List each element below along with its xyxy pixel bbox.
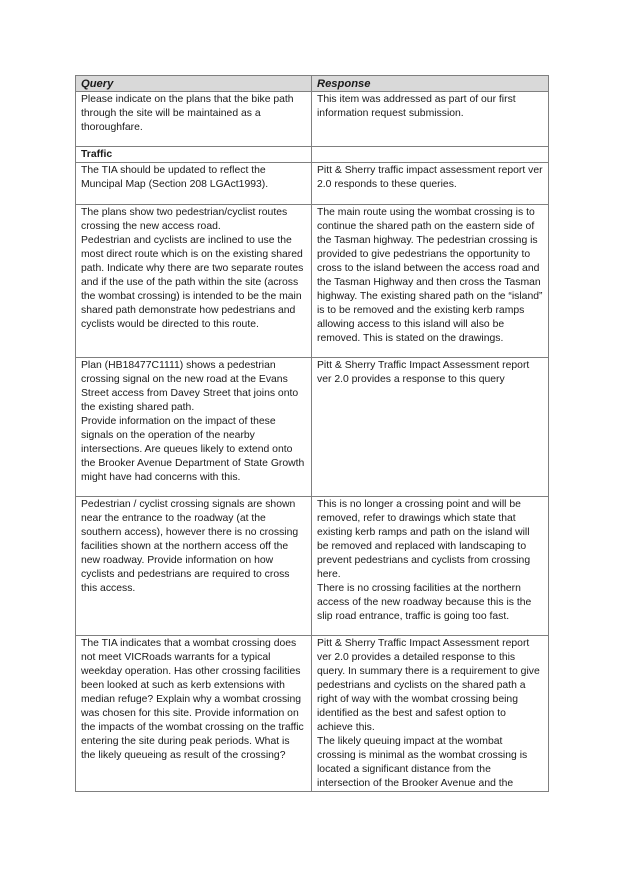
query-cell: [76, 358, 312, 497]
table-row: [76, 92, 549, 147]
response-text: There is no crossing facilities at the northern access of the new roadway because this is the slip road entrance, traffic is going too fast.: [317, 583, 532, 622]
empty-cell: [312, 147, 549, 163]
query-cell: [76, 92, 312, 147]
query-text: The TIA indicates that a wombat crossing does not meet VICRoads warrants for a typical weekday operation. Has other crossing facilities been looked at such as kerb extensions with median refuge? Explain why a wombat crossing was chosen for this site. Provide information on the impacts of the wombat crossing on the traffic entering the site during peak periods. What is the likely queueing as result of the crossing?: [81, 638, 304, 761]
table-row: [76, 163, 549, 205]
response-text: This item was addressed as part of our first information request submission.: [317, 94, 516, 119]
response-cell: [312, 92, 549, 147]
query-text: Please indicate on the plans that the bike path through the site will be maintained as a thoroughfare.: [81, 94, 294, 133]
response-text: This is no longer a crossing point and will be removed, refer to drawings which state that existing kerb ramps and path on the island will be removed and replaced with landscaping to prevent pedestrians and cyclists from crossing here.: [317, 499, 531, 580]
query-cell: [76, 163, 312, 205]
query-text: Pedestrian / cyclist crossing signals are shown near the entrance to the roadway (at the southern access), however there is no crossing facilities shown at the northern access off the new roadway. Provide information on how cyclists and pedestrians are required to cross this access.: [81, 499, 299, 594]
response-text: The likely queuing impact at the wombat crossing is minimal as the wombat crossing is located a significant distance from the intersection of the Brooker Avenue and the: [317, 736, 528, 789]
response-text: Pitt & Sherry Traffic Impact Assessment report ver 2.0 provides a response to this query: [317, 360, 530, 385]
query-text: The plans show two pedestrian/cyclist routes crossing the new access road.: [81, 207, 288, 232]
response-text: Pitt & Sherry Traffic Impact Assessment report ver 2.0 provides a detailed response to this query. In summary there is a requirement to give pedestrians and cyclists on the shared path a right of way with the wombat crossing being identified as the best and safest option to achieve this.: [317, 638, 540, 733]
table-row: [76, 636, 549, 792]
query-column-header: Query: [76, 76, 312, 92]
query-cell: [76, 497, 312, 636]
response-cell: [312, 497, 549, 636]
table-header-row: [76, 76, 549, 92]
query-text: Provide information on the impact of these signals on the operation of the nearby intersections. Are queues likely to extend onto the Brooker Avenue Department of State Growth might have had concerns with this.: [81, 416, 305, 483]
response-cell: [312, 636, 549, 792]
response-cell: [312, 163, 549, 205]
query-text: The TIA should be updated to reflect the Muncipal Map (Section 208 LGAct1993).: [81, 165, 269, 190]
response-cell: [312, 205, 549, 358]
table-row: [76, 205, 549, 358]
query-text: Plan (HB18477C1111) shows a pedestrian crossing signal on the new road at the Evans Street access from Davey Street that joins onto the existing shared path.: [81, 360, 299, 413]
response-cell: [312, 358, 549, 497]
table-row: [76, 358, 549, 497]
query-cell: [76, 636, 312, 792]
response-text: The main route using the wombat crossing is to continue the shared path on the eastern side of the Tasman highway. The pedestrian crossing is provided to give pedestrians the opportunity to cross to the island between the access road and the Tasman Highway and then cross the Tasman highway. The existing shared path on the “island” is to be removed and the existing kerb ramps allowing access to this island will also be removed. This is stated on the drawings.: [317, 207, 543, 344]
query-response-table: [75, 75, 549, 792]
section-row: [76, 147, 549, 163]
response-text: Pitt & Sherry traffic impact assessment report ver 2.0 responds to these queries.: [317, 165, 543, 190]
query-cell: [76, 205, 312, 358]
query-text: Pedestrian and cyclists are inclined to use the most direct route which is on the existing shared path. Indicate why there are two separate routes and if the use of the path within the site (across the wombat crossing) is intended to be the main shared path demonstrate how pedestrians and cyclists would be directed to this route.: [81, 235, 304, 330]
response-column-header: Response: [312, 76, 549, 92]
table-row: [76, 497, 549, 636]
section-heading-traffic: Traffic: [76, 147, 312, 163]
